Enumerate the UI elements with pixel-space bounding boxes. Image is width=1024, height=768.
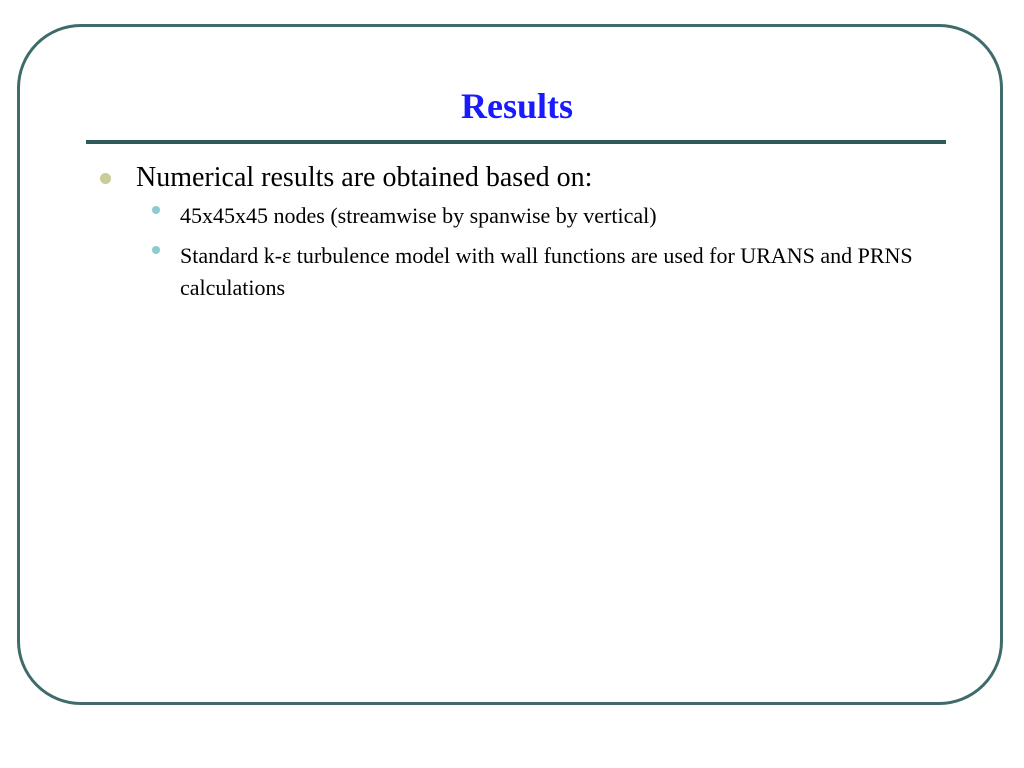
sub-bullet-text-2: Standard k-ε turbulence model with wall functions are used for URANS and PRNS calculations xyxy=(180,243,913,300)
slide-content xyxy=(100,158,940,304)
small-round-bullet-icon xyxy=(152,206,160,214)
sub-bullet-item-2 xyxy=(144,240,940,304)
sub-bullet-text-1: 45x45x45 nodes (streamwise by spanwise by vertical) xyxy=(180,203,657,228)
bullet-item-1 xyxy=(100,158,940,198)
slide-title: Results xyxy=(460,86,573,126)
small-round-bullet-icon xyxy=(152,246,160,254)
bullet-text-1: Numerical results are obtained based on: xyxy=(136,162,593,193)
round-bullet-icon xyxy=(100,173,111,184)
title-divider xyxy=(86,140,946,144)
sub-bullet-item-1 xyxy=(144,200,940,232)
